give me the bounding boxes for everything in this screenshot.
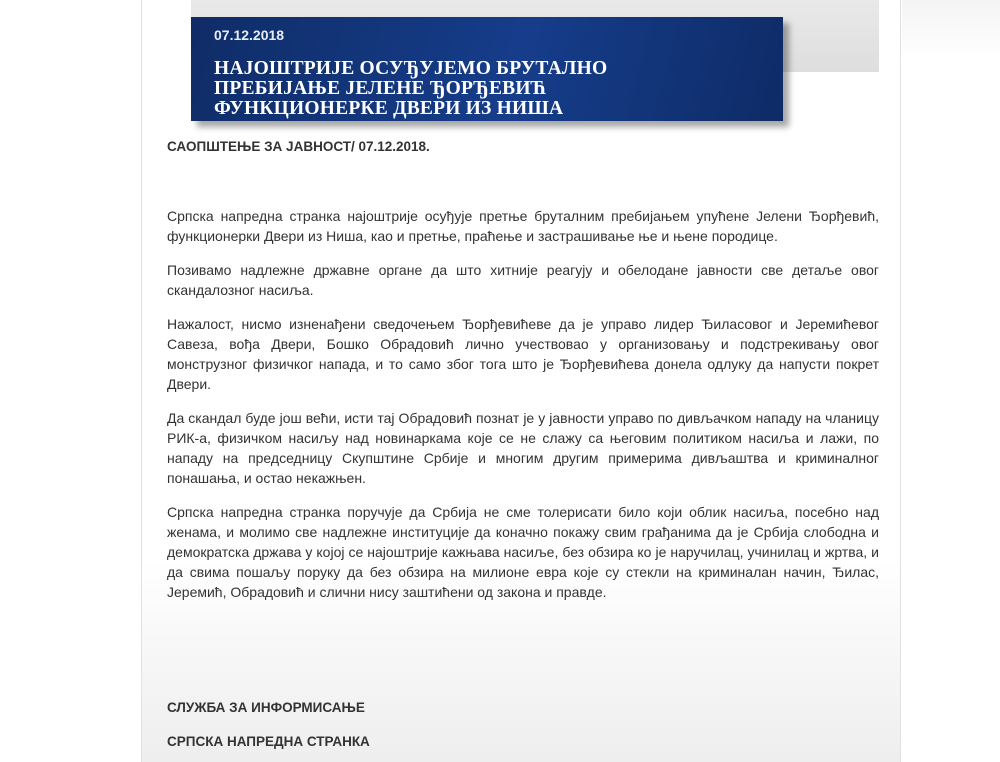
paragraph: Нажалост, нисмо изненађени сведочењем Ђорђевићеве да је управо лидер Ђиласовог и Јеремићевог Савеза, вођа Двери, Бошко Обрадовић лично учествовао у организовању и подстрекивању овог монструзног физичког напада, и то само због тога што је Ђорђевићева донела одлуку да напусти покрет Двери. [167, 316, 879, 392]
background-fade [902, 0, 1000, 60]
article-page [141, 0, 901, 762]
headline-line: ПРЕБИЈАЊЕ ЈЕЛЕНЕ ЂОРЂЕВИЋ [214, 78, 547, 99]
paragraph: Позивамо надлежне државне органе да што хитније реагују и обелодане јавности све детаље овог скандалозног насиља. [167, 262, 879, 298]
article-body [167, 139, 879, 616]
headline-line: ФУНКЦИОНЕРКЕ ДВЕРИ ИЗ НИША [214, 98, 564, 119]
signature-office: СЛУЖБА ЗА ИНФОРМИСАЊЕ [167, 700, 365, 715]
press-release-subtitle: САОПШТЕЊЕ ЗА ЈАВНОСТ/ 07.12.2018. [167, 139, 430, 154]
headline-line: НАЈОШТРИЈЕ ОСУЂУЈЕМО БРУТАЛНО [214, 58, 608, 79]
headline-banner [191, 17, 783, 121]
paragraphs [167, 206, 879, 602]
signature-party: СРПСКА НАПРЕДНА СТРАНКА [167, 734, 370, 749]
paragraph: Српска напредна странка најоштрије осуђује претње бруталним пребијањем упућене Јелени Ђорђевић, функционерки Двери из Ниша, као и претње, праћење и застрашивање ње и њене породице. [167, 208, 879, 244]
paragraph: Да скандал буде још већи, исти тај Обрадовић познат је у јавности управо по дивљачком нападу на чланицу РИК-а, физичком насиљу над новинаркама које се не слажу са његовим политиком насиља и лажи, по нападу на председницу Скупштине Србије и многим другим примерима дивљаштва и криминалног понашања, и остао некажњен. [167, 410, 879, 486]
paragraph: Српска напредна странка поручује да Србија не сме толерисати било који облик насиља, посебно над женама, и молимо све надлежне институције да коначно покажу свим грађанима да је Србија слободна и демократска држава у којој се најоштрије кажњава насиље, без обзира ко је наручилац, учинилац и жртва, и да свима пошаљу поруку да без обзира на милионе евра које су стекли на криминалан начин, Ђилас, Јеремић, Обрадовић и слични нису заштићени од закона и правде. [167, 504, 879, 600]
article-headline [214, 59, 783, 119]
article-date: 07.12.2018 [214, 27, 285, 43]
